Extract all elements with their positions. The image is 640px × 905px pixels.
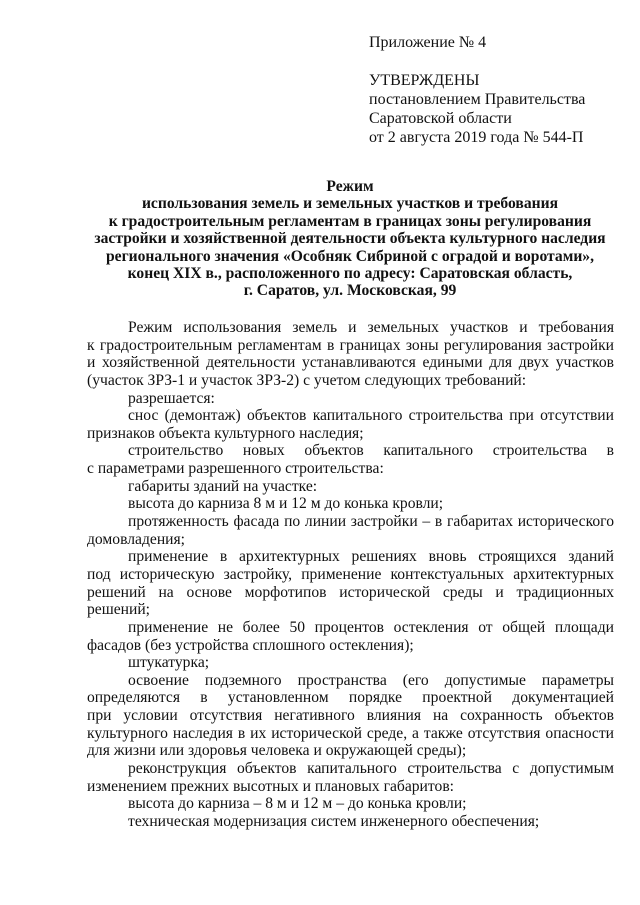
appendix-number: Приложение № 4 (369, 34, 487, 51)
body-line: культурного наследия в их исторической среде, а также отсутствия опасности (87, 724, 614, 742)
body-line: к градостроительным регламентам в границах зоны регулирования застройки (87, 336, 614, 354)
body-line: применение не более 50 процентов остекления от общей площади (128, 618, 614, 636)
body-line: техническая модернизация систем инженерного обеспечения; (128, 812, 540, 830)
body-line: освоение подземного пространства (его допустимые параметры (128, 671, 614, 689)
body-line: снос (демонтаж) объектов капитального строительства при отсутствии (128, 407, 614, 425)
body-line: габариты зданий на участке: (128, 477, 318, 495)
body-line: фасадов (без устройства сплошного остекления); (87, 636, 414, 654)
approved-heading: УТВЕРЖДЕНЫ (369, 72, 480, 89)
body-line: и хозяйственной деятельности устанавливаются едиными для двух участков (87, 354, 614, 372)
body-line: высота до карниза 8 м и 12 м до конька кровли; (128, 495, 444, 513)
body-line: при условии отсутствия негативного влияния на сохранность объектов (87, 707, 614, 725)
title-line: Режим (326, 178, 374, 195)
body-line: для жизни или здоровья человека и окружающей среды); (87, 742, 467, 760)
body-line: с параметрами разрешенного строительства: (87, 460, 384, 478)
body-line: определяются в установленном порядке проектной документацией (87, 689, 614, 707)
title-line: г. Саратов, ул. Московская, 99 (243, 282, 457, 300)
body-line: Режим использования земель и земельных участков и требования (128, 319, 614, 336)
body-line: штукатурка; (128, 654, 210, 672)
body-line: строительство новых объектов капитального строительства в (128, 442, 614, 460)
body-line: применение в архитектурных решениях вновь строящихся зданий (128, 548, 614, 566)
title-line: к градостроительным регламентам в границах зоны регулирования (108, 212, 592, 230)
approved-by-line: постановлением Правительства (369, 91, 586, 108)
body-line: разрешается: (128, 389, 215, 407)
body-line: реконструкция объектов капитального строительства с допустимым (128, 760, 614, 778)
approved-by-line: от 2 августа 2019 года № 544-П (369, 129, 584, 146)
body-line: протяженность фасада по линии застройки – в габаритах исторического (128, 513, 614, 531)
body-line: под историческую застройку, применение контекстуальных архитектурных (87, 565, 614, 583)
title-line: использования земель и земельных участков и требования (141, 195, 559, 213)
body-line: изменением прежних высотных и плановых габаритов: (87, 777, 455, 795)
approved-by-line: Саратовской области (369, 110, 512, 127)
document-body (87, 319, 614, 831)
body-line: (участок ЗРЗ-1 и участок ЗРЗ-2) с учетом следующих требований: (87, 371, 527, 389)
title-line: регионального значения «Особняк Сибриной с оградой и воротами», (105, 247, 595, 265)
title-line: застройки и хозяйственной деятельности объекта культурного наследия (94, 230, 606, 248)
body-line: решений; (87, 601, 151, 619)
body-line: решений на основе морфотипов исторической среды и традиционных (87, 583, 614, 601)
body-line: высота до карниза – 8 м и 12 м – до конька кровли; (128, 795, 467, 813)
body-line: признаков объекта культурного наследия; (87, 424, 364, 442)
title-line: конец XIX в., расположенного по адресу: Саратовская область, (127, 265, 573, 283)
document-title (80, 178, 620, 300)
body-line: домовладения; (87, 530, 186, 548)
